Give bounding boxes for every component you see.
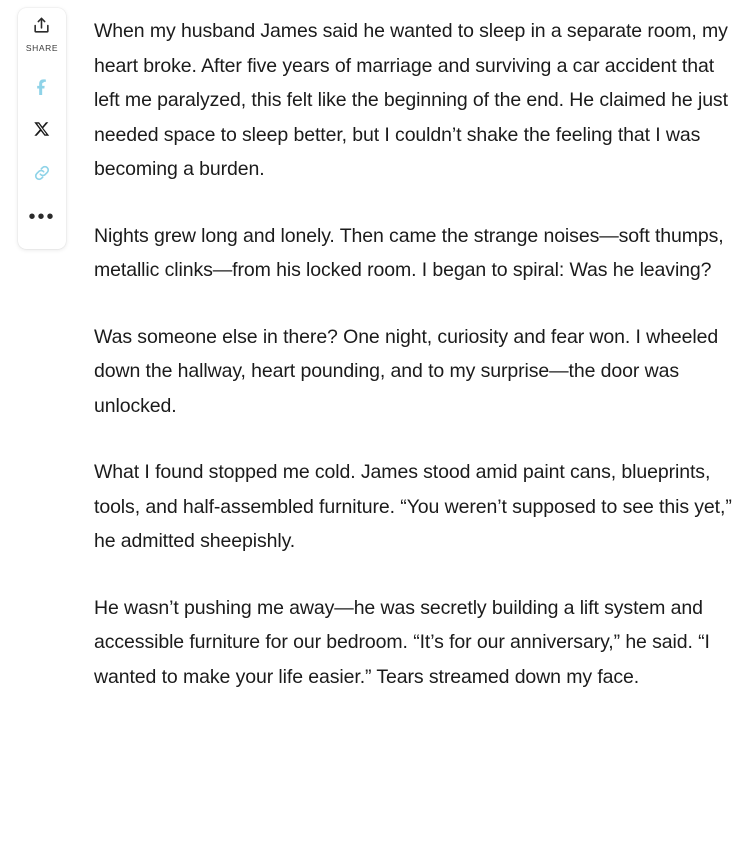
article-paragraph: What I found stopped me cold. James stood amid paint cans, blueprints, tools, and half-assembled furniture. “You weren’t supposed to see this yet,” he admitted sheepishly. xyxy=(94,461,732,552)
x-twitter-icon xyxy=(33,120,51,138)
article-body xyxy=(94,14,739,726)
ellipsis-icon: ••• xyxy=(28,206,56,228)
share-more-button[interactable] xyxy=(25,200,59,234)
article-paragraph: When my husband James said he wanted to sleep in a separate room, my heart broke. After five years of marriage and surviving a car accident that left me paralyzed, this felt like the beginning of the end. He claimed he just needed space to sleep better, but I couldn’t shake the feeling that I was becoming a burden. xyxy=(94,20,728,180)
share-rail xyxy=(18,8,66,249)
share-label: SHARE xyxy=(25,43,59,53)
share-header xyxy=(26,16,58,53)
article-paragraph: Nights grew long and lonely. Then came the strange noises—soft thumps, metallic clinks—from his locked room. I began to spiral: Was he leaving? xyxy=(94,224,724,281)
share-x-button[interactable] xyxy=(25,112,59,146)
share-facebook-button[interactable] xyxy=(25,68,59,102)
facebook-icon xyxy=(32,75,52,95)
article-paragraph: Was someone else in there? One night, curiosity and fear won. I wheeled down the hallway, heart pounding, and to my surprise—the door was unlocked. xyxy=(94,325,719,417)
article-paragraph: He wasn’t pushing me away—he was secretly building a lift system and accessible furniture for our bedroom. “It’s for our anniversary,” he said. “I wanted to make your life easier.” Tears streamed down my face. xyxy=(94,596,710,688)
link-icon xyxy=(32,163,52,183)
share-icon xyxy=(32,16,51,39)
share-copy-link-button[interactable] xyxy=(25,156,59,190)
